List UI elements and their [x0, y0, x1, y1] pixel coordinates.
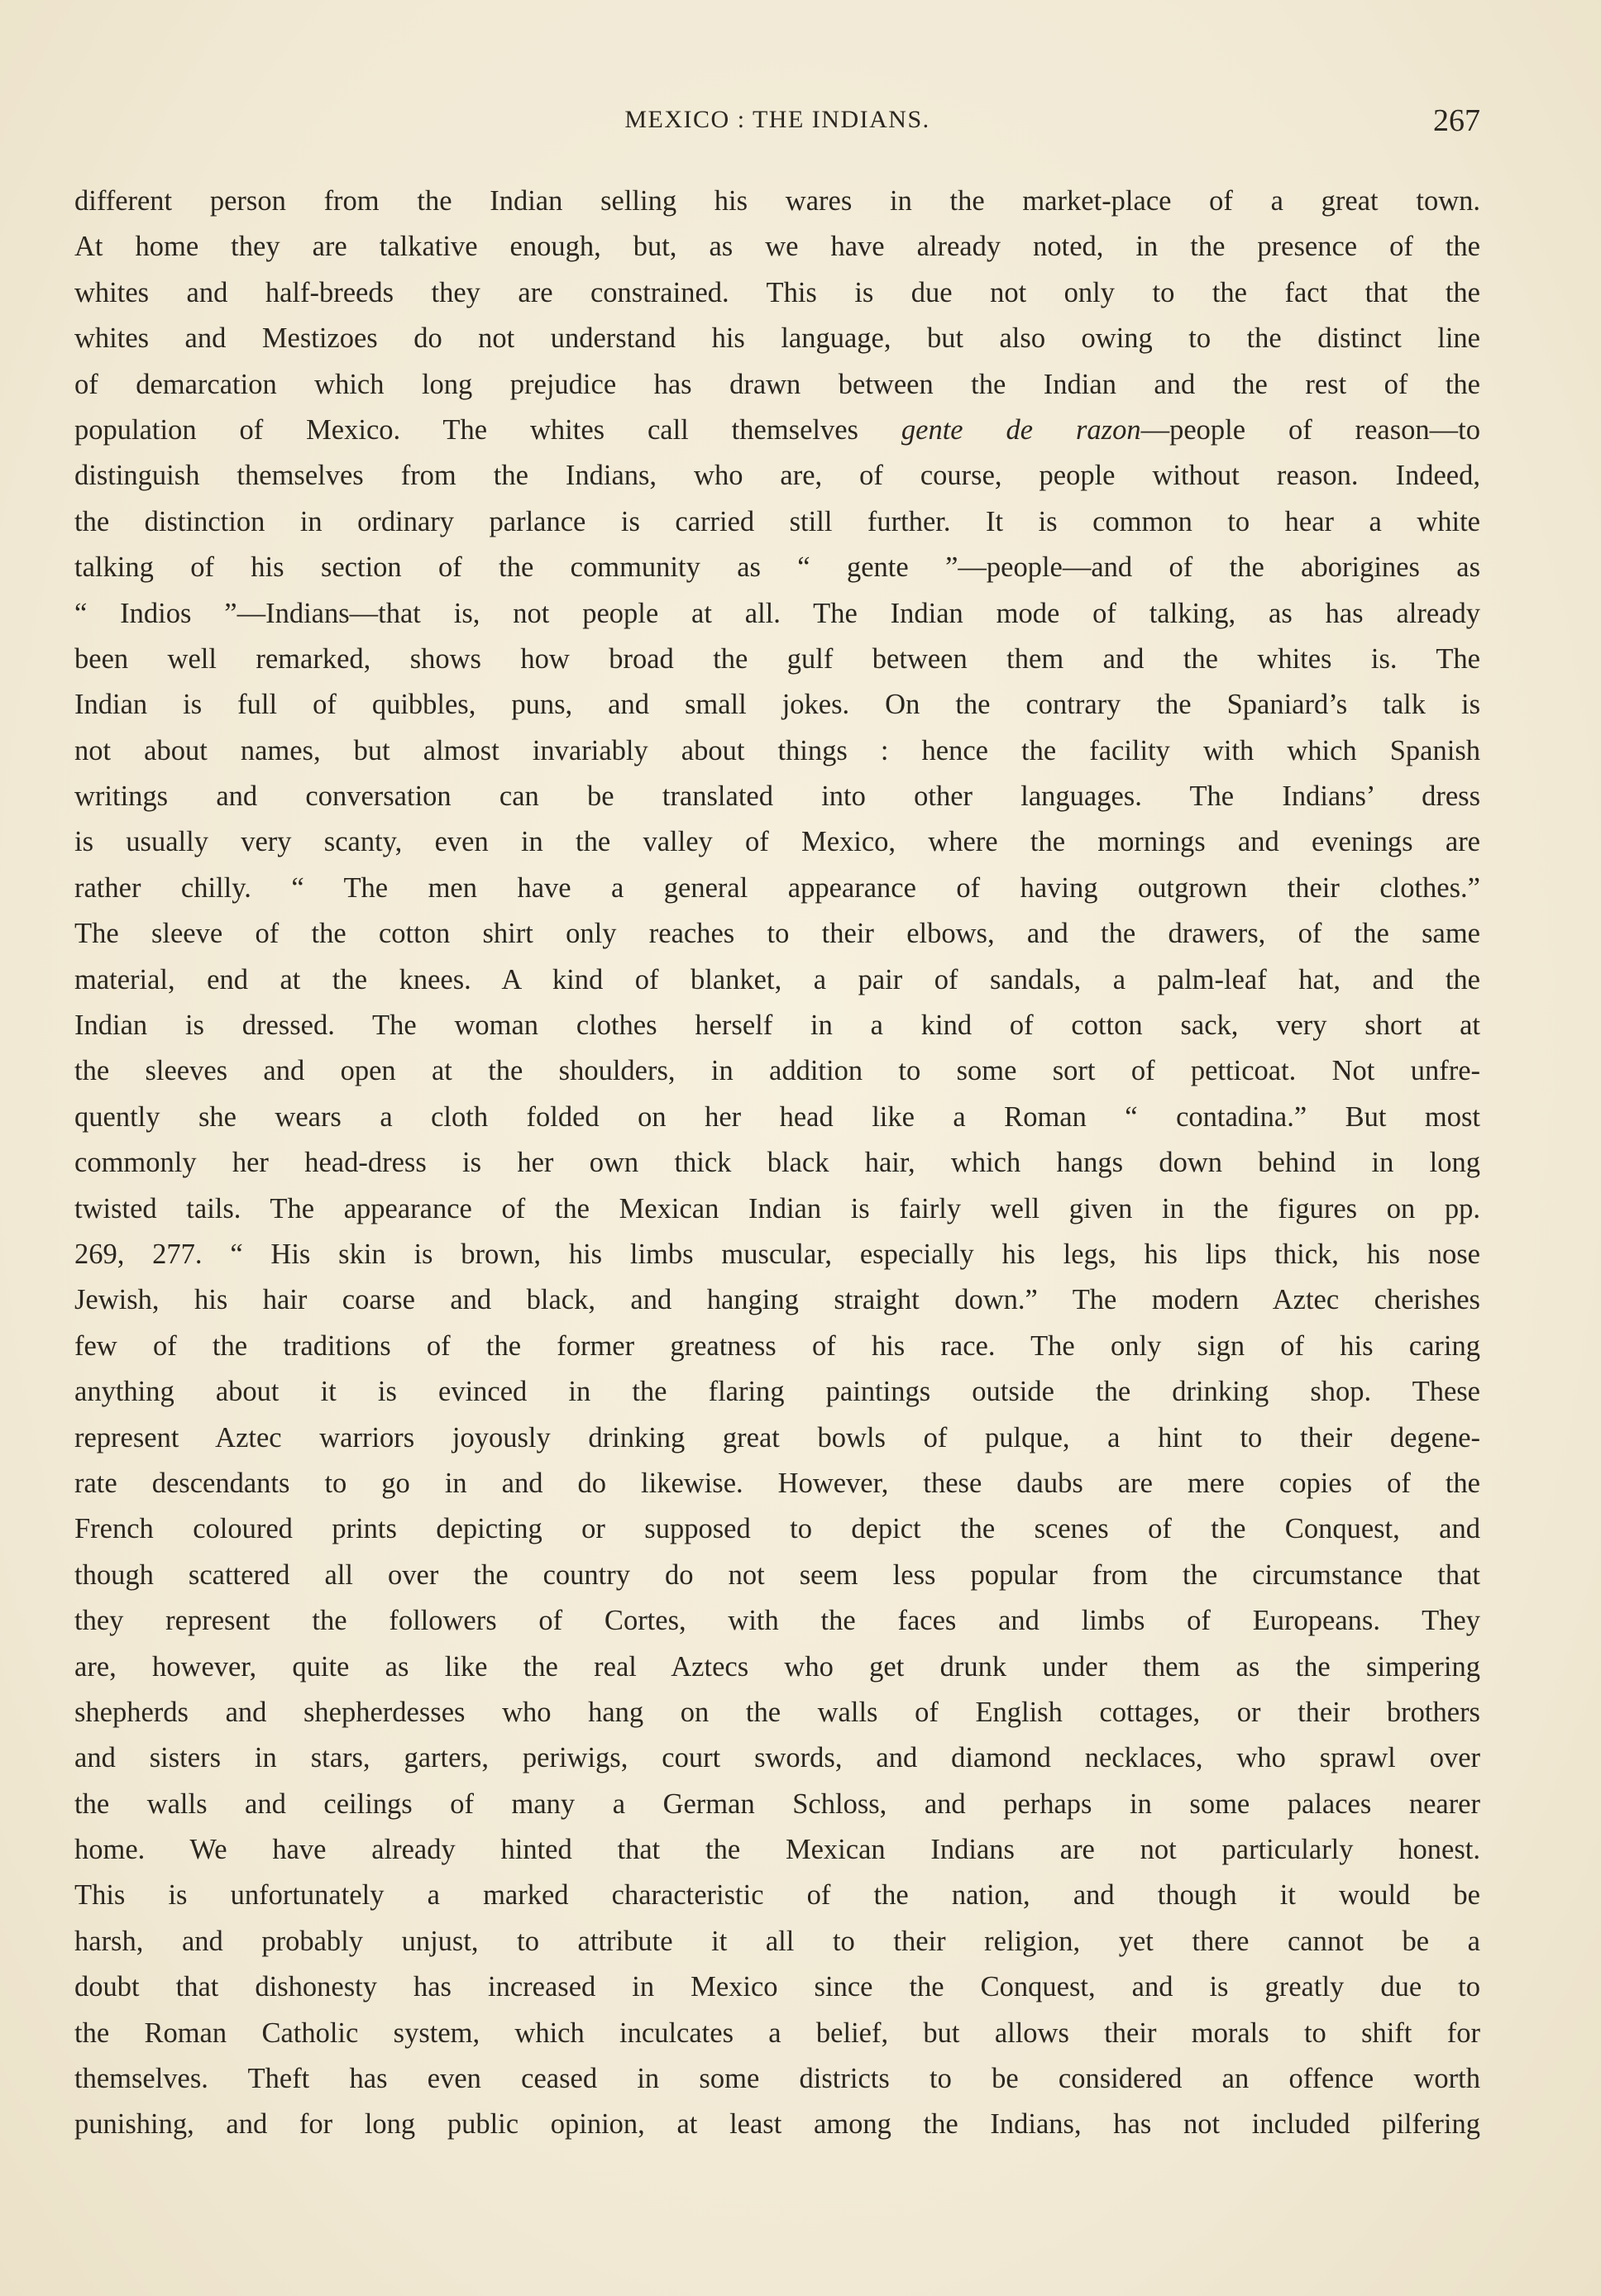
- text-line: [74, 2148, 1480, 2193]
- text-line: anything about it is evinced in the flaring paintings outside the drinking shop. These: [74, 1376, 1480, 1408]
- text-line: whites and Mestizoes do not understand his language, but also owing to the distinct line: [74, 322, 1480, 355]
- text-line: punishing, and for long public opinion, at least among the Indians, has not included pilfering: [74, 2108, 1480, 2141]
- text-line: writings and conversation can be translated into other languages. The Indians’ dress: [74, 780, 1480, 813]
- text-line: not about names, but almost invariably about things : hence the facility with which Spanish: [74, 734, 1480, 766]
- text-line: Jewish, his hair coarse and black, and hanging straight down.” The modern Aztec cherishes: [74, 1284, 1480, 1316]
- text-line: Indian is dressed. The woman clothes herself in a kind of cotton sack, very short at: [74, 1010, 1480, 1042]
- text-line: home. We have already hinted that the Mexican Indians are not particularly honest.: [74, 1834, 1480, 1866]
- text-line: is usually very scanty, even in the valley of Mexico, where the mornings and evenings are: [74, 826, 1480, 858]
- text-line: the sleeves and open at the shoulders, in addition to some sort of petticoat. Not unfre-: [74, 1055, 1480, 1087]
- text-line: they represent the followers of Cortes, with the faces and limbs of Europeans. They: [74, 1605, 1480, 1637]
- text-line: though scattered all over the country do not seem less popular from the circumstance that: [74, 1559, 1480, 1591]
- line-text-after-italic: —people of reason—to: [1140, 413, 1480, 446]
- page-header: [74, 103, 1480, 147]
- text-line: are, however, quite as like the real Aztecs who get drunk under them as the simpering: [74, 1650, 1480, 1683]
- text-line: few of the traditions of the former greatness of his race. The only sign of his caring: [74, 1329, 1480, 1362]
- text-line: of demarcation which long prejudice has drawn between the Indian and the rest of the: [74, 368, 1480, 400]
- text-line: At home they are talkative enough, but, as we have already noted, in the presence of the: [74, 231, 1480, 263]
- text-line: the walls and ceilings of many a German Schloss, and perhaps in some palaces nearer: [74, 1788, 1480, 1820]
- page-number: 267: [1433, 103, 1480, 138]
- text-line: harsh, and probably unjust, to attribute it all to their religion, yet there cannot be a: [74, 1925, 1480, 1957]
- text-line: quently she wears a cloth folded on her head like a Roman “ contadina.” But most: [74, 1100, 1480, 1133]
- body-text: [74, 179, 1480, 2193]
- text-line: doubt that dishonesty has increased in Mexico since the Conquest, and is greatly due to: [74, 1971, 1480, 2003]
- text-line: whites and half-breeds they are constrained. This is due not only to the fact that the: [74, 276, 1480, 308]
- text-line: the Roman Catholic system, which inculcates a belief, but allows their morals to shift for: [74, 2017, 1480, 2049]
- text-line: themselves. Theft has even ceased in some districts to be considered an offence worth: [74, 2063, 1480, 2095]
- text-line: 269, 277. “ His skin is brown, his limbs muscular, especially his legs, his lips thick, his nose: [74, 1238, 1480, 1270]
- text-line: French coloured prints depicting or supposed to depict the scenes of the Conquest, and: [74, 1513, 1480, 1545]
- text-line: been well remarked, shows how broad the gulf between them and the whites is. The: [74, 642, 1480, 675]
- text-line: distinguish themselves from the Indians, who are, of course, people without reason. Indeed,: [74, 460, 1480, 492]
- text-line: This is unfortunately a marked characteristic of the nation, and though it would be: [74, 1879, 1480, 1912]
- text-line: rather chilly. “ The men have a general appearance of having outgrown their clothes.”: [74, 871, 1480, 904]
- text-line: Indian is full of quibbles, puns, and small jokes. On the contrary the Spaniard’s talk is: [74, 689, 1480, 721]
- text-line: the distinction in ordinary parlance is carried still further. It is common to hear a white: [74, 505, 1480, 537]
- text-line: material, end at the knees. A kind of blanket, a pair of sandals, a palm-leaf hat, and the: [74, 963, 1480, 995]
- text-line: different person from the Indian selling his wares in the market-place of a great town.: [74, 185, 1480, 217]
- text-line: represent Aztec warriors joyously drinking great bowls of pulque, a hint to their degene-: [74, 1421, 1480, 1453]
- text-line: rate descendants to go in and do likewise. However, these daubs are mere copies of the: [74, 1467, 1480, 1499]
- text-line: twisted tails. The appearance of the Mexican Indian is fairly well given in the figures on pp.: [74, 1192, 1480, 1224]
- text-line: “ Indios ”—Indians—that is, not people at all. The Indian mode of talking, as has already: [74, 597, 1480, 629]
- running-head: MEXICO : THE INDIANS.: [624, 106, 930, 133]
- text-line: commonly her head-dress is her own thick black hair, which hangs down behind in long: [74, 1147, 1480, 1179]
- line-text-before-italic: population of Mexico. The whites call themselves: [74, 413, 901, 446]
- italic-phrase: gente de razon: [901, 413, 1141, 446]
- text-line: talking of his section of the community as “ gente ”—people—and of the aborigines as: [74, 551, 1480, 584]
- text-line-with-italic: [74, 408, 1480, 453]
- text-line: The sleeve of the cotton shirt only reaches to their elbows, and the drawers, of the same: [74, 918, 1480, 950]
- text-line: and sisters in stars, garters, periwigs, court swords, and diamond necklaces, who sprawl over: [74, 1742, 1480, 1774]
- text-line: shepherds and shepherdesses who hang on the walls of English cottages, or their brothers: [74, 1696, 1480, 1728]
